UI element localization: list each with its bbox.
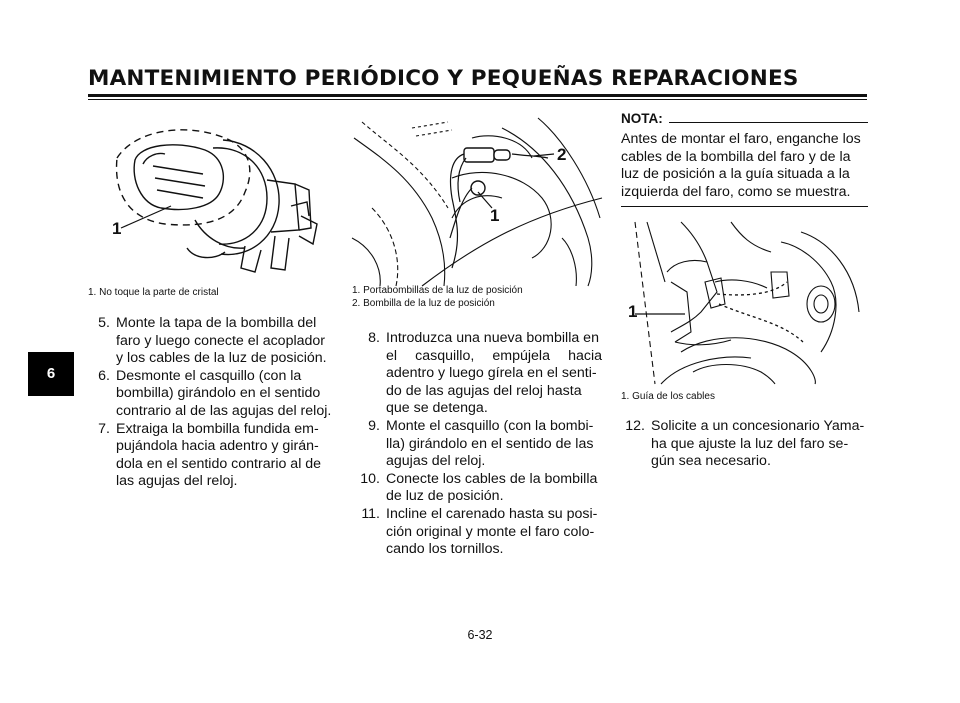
step-6-line: bombilla) girándolo en el sentido [116,385,321,402]
socket-callout-1: 1 [490,206,500,225]
title-rule [88,94,867,97]
section-tab: 6 [28,352,74,396]
socket-caption [352,285,523,310]
page-number: 6-32 [467,628,493,642]
step-12-line: ha que ajuste la luz del faro se- [651,435,849,452]
note-line: Antes de montar el faro, enganche los [621,131,861,147]
step-6-line: Desmonte el casquillo (con la [116,367,302,384]
step-7-line: Extraiga la bombilla fundida em- [116,420,319,437]
step-10-number: 10. [360,470,380,487]
step-11-number: 11. [361,505,380,522]
step-8-line: el casquillo, empújela hacia [386,347,602,364]
step-11 [352,506,602,559]
step-12-line: Solicite a un concesionario Yama- [651,418,865,434]
step-7 [90,421,336,491]
step-10 [352,471,602,506]
note-body [621,131,868,201]
step-5-line: Monte la tapa de la bombilla del [116,315,317,331]
step-7-line: pujándola hacia adentro y girán- [116,438,319,455]
step-9 [352,418,602,471]
step-9-number: 9. [368,417,380,434]
step-7-line: dola en el sentido contrario al de [116,455,322,472]
cable-guide-illustration [621,222,867,384]
step-9-line: lla) girándolo en el sentido de las [386,435,594,452]
step-9-line: Monte el casquillo (con la bombi- [386,417,594,434]
step-7-line: las agujas del reloj. [116,473,238,490]
step-6-number: 6. [98,367,110,384]
step-5-line: faro y luego conecte el acoplador [116,332,326,349]
socket-caption-1: 1. Portabombillas de la luz de posición [352,285,523,296]
step-6-line: contrario al de las agujas del reloj. [116,402,332,419]
socket-caption-2: 2. Bombilla de la luz de posición [352,297,495,309]
step-9-line: agujas del reloj. [386,453,486,470]
column2-steps [352,330,602,559]
step-11-line: Incline el carenado hasta su posi- [386,505,598,522]
note-label: NOTA: [621,111,663,126]
note-box [621,111,868,207]
cable-callout-1: 1 [628,302,638,321]
socket-callout-2: 2 [557,145,567,164]
step-8-line: adentro y luego gírela en el senti- [386,365,597,382]
bulb-illustration [95,120,335,285]
column1-steps [90,315,336,491]
step-8 [352,330,602,418]
column3-steps [621,418,868,471]
note-end-rule [621,206,868,207]
note-line: luz de posición a la guía situada a la [621,166,850,183]
step-5-line: y los cables de la luz de posición. [116,350,327,367]
title-rule-thin [88,99,867,100]
step-8-line: do de las agujas del reloj hasta [386,382,582,399]
step-8-line: Introduzca una nueva bombilla en [386,330,599,346]
step-12 [621,418,868,471]
step-12-line: gún sea necesario. [651,453,771,470]
bulb-callout-1: 1 [112,219,122,238]
note-label-rule [669,122,868,123]
step-8-line: que se detenga. [386,400,488,417]
socket-illustration [352,118,602,286]
page-title: MANTENIMIENTO PERIÓDICO Y PEQUEÑAS REPARACIONES [88,66,799,91]
step-5 [90,315,336,368]
step-6 [90,368,336,421]
step-10-line: de luz de posición. [386,488,504,505]
step-5-number: 5. [98,315,110,331]
bulb-caption: 1. No toque la parte de cristal [88,287,219,298]
step-10-line: Conecte los cables de la bombilla [386,470,598,487]
note-line: izquierda del faro, como se muestra. [621,183,851,200]
step-11-line: ción original y monte el faro colo- [386,523,595,540]
cable-caption: 1. Guía de los cables [621,391,715,402]
step-12-number: 12. [625,418,645,434]
step-8-number: 8. [368,330,380,346]
step-11-line: cando los tornillos. [386,541,504,558]
step-7-number: 7. [98,420,110,437]
note-line: cables de la bombilla del faro y de la [621,148,851,165]
